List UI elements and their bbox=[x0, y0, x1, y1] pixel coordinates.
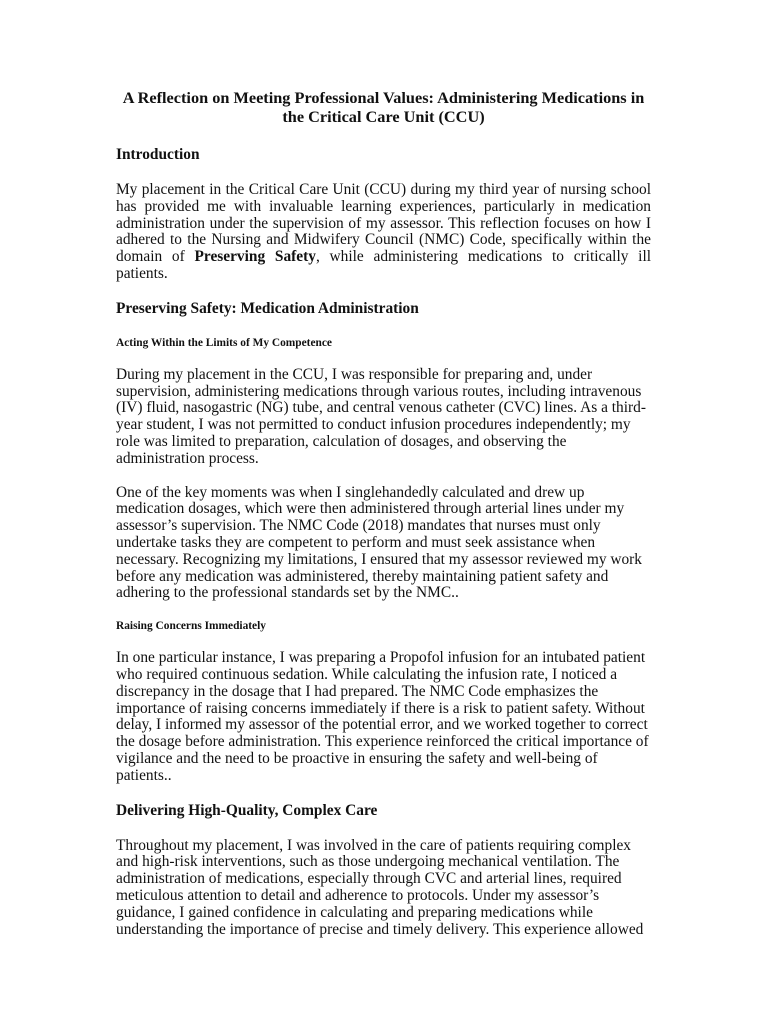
section-heading-complex-care: Delivering High-Quality, Complex Care bbox=[116, 801, 378, 819]
intro-paragraph bbox=[116, 182, 651, 283]
intro-text-after: , while administering medications to critically ill patients. bbox=[116, 248, 652, 282]
paragraph-concerns: In one particular instance, I was preparing a Propofol infusion for an intubated patient who required continuous sedation. While calculating the infusion rate, I noticed a discrepancy in the dosage that I had prepared. The NMC Code emphasizes the importance of raising concerns immediately if there is a risk to patient safety. Without delay, I informed my assessor of the potential error, and we worked together to correct the dosage before administration. This experience reinforced the critical importance of vigilance and the need to be proactive in ensuring the safety and well-being of patients.. bbox=[116, 649, 649, 784]
section-heading-preserving-safety: Preserving Safety: Medication Administration bbox=[116, 299, 419, 317]
paragraph-competence-2: One of the key moments was when I singlehandedly calculated and drew up medication dosages, which were then administered through arterial lines under my assessor’s supervision. The NMC Code (2018) mandates that nurses must only undertake tasks they are competent to perform and must seek assistance when necessary. Recognizing my limitations, I ensured that my assessor reviewed my work before any medication was administered, thereby maintaining patient safety and adhering to the professional standards set by the NMC.. bbox=[116, 483, 643, 602]
paragraph-competence-1: During my placement in the CCU, I was responsible for preparing and, under supervision, administering medications through various routes, including intravenous (IV) fluid, nasogastric (NG) tube, and central venous catheter (CVC) lines. As a third-year student, I was not permitted to conduct infusion procedures independently; my role was limited to preparation, calculation of dosages, and observing the administration process. bbox=[116, 365, 646, 467]
subsection-heading-concerns: Raising Concerns Immediately bbox=[116, 620, 266, 633]
document-title: A Reflection on Meeting Professional Values: Administering Medications in the Critical Care Unit (CCU) bbox=[122, 88, 645, 126]
introduction-heading: Introduction bbox=[116, 146, 200, 163]
paragraph-complex-care: Throughout my placement, I was involved in the care of patients requiring complex and high-risk interventions, such as those undergoing mechanical ventilation. The administration of medications, especially through CVC and arterial lines, required meticulous attention to detail and adherence to protocols. Under my assessor’s guidance, I gained confidence in calculating and preparing medications while understanding the importance of precise and timely delivery. This experience allowed bbox=[116, 836, 644, 938]
document-page bbox=[116, 88, 651, 955]
intro-text-bold: Preserving Safety bbox=[194, 248, 316, 266]
subsection-heading-competence: Acting Within the Limits of My Competence bbox=[116, 336, 332, 349]
intro-text-before: My placement in the Critical Care Unit (CCU) during my third year of nursing school has provided me with invaluable learning experiences, particularly in medication administration under the supervision of my assessor. This reflection focuses on how I adhered to the Nursing and Midwifery Council (NMC) Code, specifically within the domain of bbox=[116, 181, 651, 266]
